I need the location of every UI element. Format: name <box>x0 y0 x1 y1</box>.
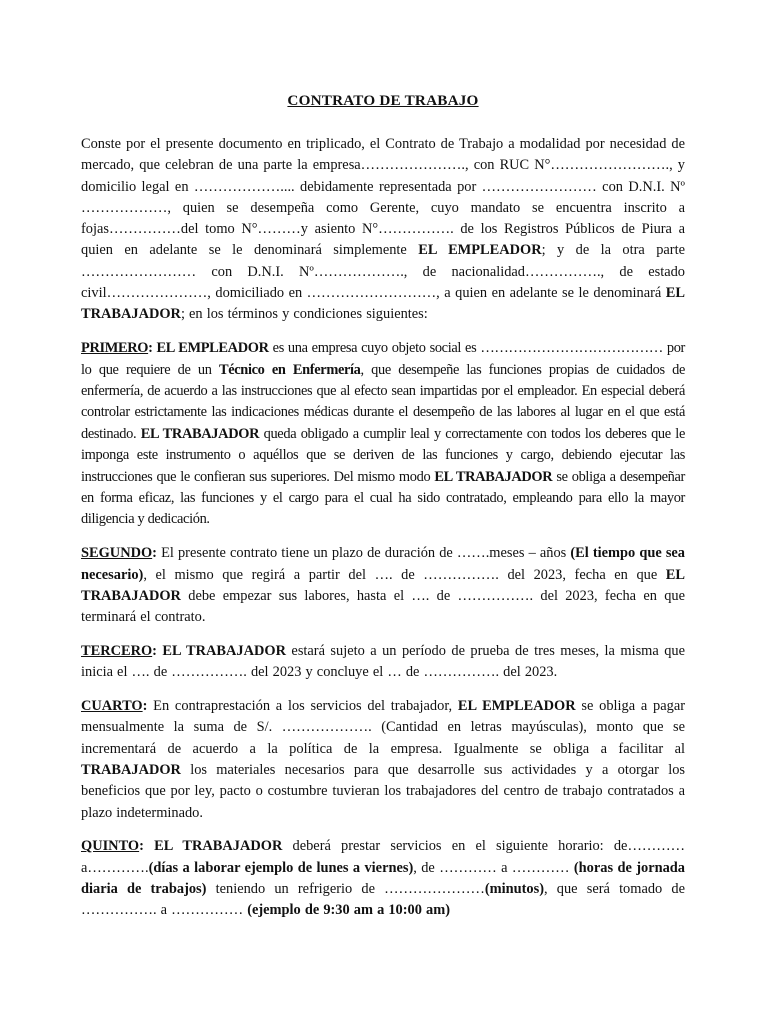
clause-text: queda obligado a cumplir leal y correctamente con todos los deberes que le imponga este instrumento o aquéllos que se deriven de las funciones y cargo, debiendo ejecutar las instrucciones que le confieran sus superiores. Del mismo modo <box>81 425 685 485</box>
clause-label: SEGUNDO <box>81 545 153 562</box>
clause-quinto <box>81 836 685 921</box>
clause-colon: : <box>139 838 144 855</box>
clause-text: estará sujeto a un período de prueba de tres meses, la misma que inicia el …. de ……………. del 2023 y concluye el … de ……………. del 2023. <box>81 643 685 681</box>
clause-label: QUINTO <box>81 838 140 855</box>
clause-bold-text: Técnico en Enfermería <box>218 361 361 378</box>
clause-text: deberá prestar servicios en el siguiente horario: de…………a…………. <box>81 838 686 876</box>
party-worker: EL TRABAJADOR <box>81 285 685 323</box>
clause-bold-text: (ejemplo de 9:30 am a 10:00 am) <box>247 902 451 919</box>
clause-bold-text: EL EMPLEADOR <box>457 698 576 715</box>
clause-cuarto <box>81 696 685 824</box>
intro-text: Conste por el presente documento en triplicado, el Contrato de Trabajo a modalidad por necesidad de mercado, que celebran de una parte la empresa…………………., con RUC N°……………………., y domicilio legal en ……………….... debidamente representada por …………………… con D.N.I. Nº ………………, quien se desempeña como Gerente, cuyo mandato se encuentra inscrito a fojas……………del tomo N°………y asiento N°……………. de los Registros Públicos de Piura a quien en adelante se le denominará simplemente <box>81 136 685 259</box>
clause-label: CUARTO <box>81 698 143 715</box>
document-title: CONTRATO DE TRABAJO <box>287 92 479 109</box>
clause-text: , el mismo que regirá a partir del …. de ……………. del 2023, fecha en que <box>143 566 666 583</box>
clause-text: El presente contrato tiene un plazo de duración de …….meses – años <box>156 545 571 562</box>
clause-bold-text: EL EMPLEADOR <box>152 340 269 357</box>
clause-bold-text: EL TRABAJADOR <box>143 838 283 855</box>
clause-tercero <box>81 641 685 684</box>
clause-bold-text: (horas de jornada diaria de trabajos) <box>81 859 686 897</box>
clause-colon: : <box>148 340 153 357</box>
clause-bold-text: EL TRABAJADOR <box>81 566 685 604</box>
clause-text: se obliga a desempeñar en forma eficaz, las funciones y el cargo para el cual ha sido contratado, empleando para ello la mayor diligencia y dedicación. <box>81 468 685 528</box>
clause-bold-text: EL TRABAJADOR <box>140 425 260 442</box>
clause-bold-text: TRABAJADOR <box>81 762 181 778</box>
clause-bold-text: (minutos) <box>484 880 545 897</box>
clause-text: debe empezar sus labores, hasta el …. de ……………. del 2023, fecha en que terminará el contrato. <box>81 587 685 626</box>
clause-colon: : <box>152 545 157 562</box>
intro-text: ; en los términos y condiciones siguientes: <box>180 306 428 323</box>
clause-colon: : <box>152 643 157 660</box>
party-employer: EL EMPLEADOR <box>418 242 542 259</box>
clause-bold-text: (El tiempo que sea necesario) <box>81 545 685 583</box>
clause-text: En contraprestación a los servicios del trabajador, <box>147 698 458 715</box>
clause-text: se obliga a pagar mensualmente la suma de S/. ………………. (Cantidad en letras mayúsculas), monto que se incrementará de acuerdo a la política de la empresa. Igualmente se obliga a facilitar al <box>81 698 685 757</box>
clause-primero <box>81 338 685 531</box>
clause-text: teniendo un refrigerio de ………………… <box>206 880 485 897</box>
clause-bold-text: EL TRABAJADOR <box>434 468 553 485</box>
clause-text: , de ………… a ………… <box>413 859 574 876</box>
clause-text: los materiales necesarios para que desarrolle sus actividades y a otorgar los beneficios que por ley, pacto o costumbre tuvieran los trabajadores del centro de trabajo contratados a plazo indeterminado. <box>81 762 685 821</box>
clause-bold-text: (días a laborar ejemplo de lunes a viernes) <box>148 859 414 876</box>
clause-label: TERCERO <box>81 643 153 660</box>
clause-text: , que desempeñe las funciones propias de cuidados de enfermería, de acuerdo a las instrucciones que al efecto sean impartidas por el empleador. En especial deberá controlar estrictamente las indicaciones médicas durante el desempeño de las labores al lugar en el que está destinado. <box>81 361 685 442</box>
clause-colon: : <box>142 698 148 715</box>
clause-bold-text: EL TRABAJADOR <box>156 643 286 660</box>
clause-label: PRIMERO <box>81 340 149 357</box>
clause-segundo <box>81 543 685 628</box>
intro-text: ; y de la otra parte …………………… con D.N.I. Nº………………., de nacionalidad……………., de estado civil…………………, domiciliado en ………………………, a quien en adelante se le denominará <box>81 242 685 302</box>
clause-text: es una empresa cuyo objeto social es ………………………………… por lo que requiere de un <box>81 340 685 378</box>
intro-paragraph <box>81 134 685 326</box>
clause-text: , que será tomado de ……………. a …………… <box>81 880 685 919</box>
